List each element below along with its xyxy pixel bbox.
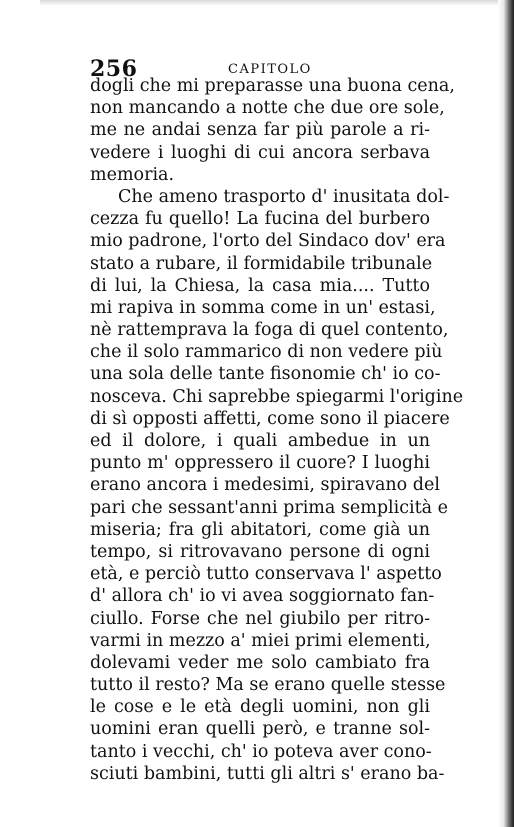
scan-edge-right [498, 0, 514, 827]
text-line: d' allora ch' io vi avea soggiornato fan- [90, 586, 435, 607]
text-line: nosceva. Chi saprebbe spiegarmi l'origine [90, 386, 464, 407]
text-line: le cose e le età degli uomini, non gli [90, 697, 430, 718]
text-line: dogli che mi preparasse una buona cena, [90, 76, 455, 96]
text-line: Che ameno trasporto d' inusitata dol- [118, 186, 450, 207]
scan-edge-top [40, 0, 514, 6]
text-line: tanto i vecchi, ch' io poteva aver cono- [90, 741, 432, 762]
text-line: vedere i luoghi di cui ancora serbava [90, 142, 430, 163]
text-line: punto m' oppressero il cuore? I luoghi [90, 453, 430, 474]
text-line: uomini eran quelli però, e tranne sol- [90, 719, 430, 740]
text-line: ciullo. Forse che nel giubilo per ritro- [90, 608, 430, 629]
text-line: stato a rubare, il formidabile tribunale [90, 253, 433, 274]
text-line: miseria; fra gli abitatori, come già un [90, 519, 430, 540]
text-line: dolevami veder me solo cambiato fra [90, 652, 430, 673]
text-line: sciuti bambini, tutti gli altri s' erano ba- [90, 763, 445, 784]
text-line: varmi in mezzo a' miei primi elementi, [90, 630, 431, 651]
text-line: età, e perciò tutto conservava l' aspetto [90, 564, 442, 585]
text-line: cezza fu quello! La fucina del burbero [90, 209, 430, 230]
text-line: ed il dolore, i quali ambedue in un [90, 431, 430, 451]
text-line: erano ancora i medesimi, spiravano del [90, 475, 440, 496]
page-number: 256 [90, 56, 138, 82]
text-line: di lui, la Chiesa, la casa mia.... Tutto [90, 275, 430, 296]
text-line: una sola delle tante fisonomie ch' io co- [90, 364, 441, 385]
text-line: mi rapiva in somma come in un' estasi, [90, 297, 436, 318]
body-text [90, 75, 464, 785]
text-line: mio padrone, l'orto del Sindaco dov' era [90, 231, 446, 252]
text-line: tempo, si ritrovavano persone di ogni [90, 541, 430, 562]
text-line: di sì opposti affetti, come sono il piacere [90, 408, 450, 429]
text-line: pari che sessant'anni prima semplicità e [90, 497, 448, 518]
text-line: memoria. [90, 164, 175, 185]
running-title: CAPITOLO [228, 62, 312, 77]
text-line: tutto il resto? Ma se erano quelle stesse [90, 675, 446, 696]
text-line: non mancando a notte che due ore sole, [90, 98, 445, 119]
text-line: me ne andai senza far più parole a ri- [90, 120, 430, 141]
text-line: nè rattemprava la foga di quel contento, [90, 320, 449, 341]
text-line: che il solo rammarico di non vedere più [90, 342, 443, 363]
